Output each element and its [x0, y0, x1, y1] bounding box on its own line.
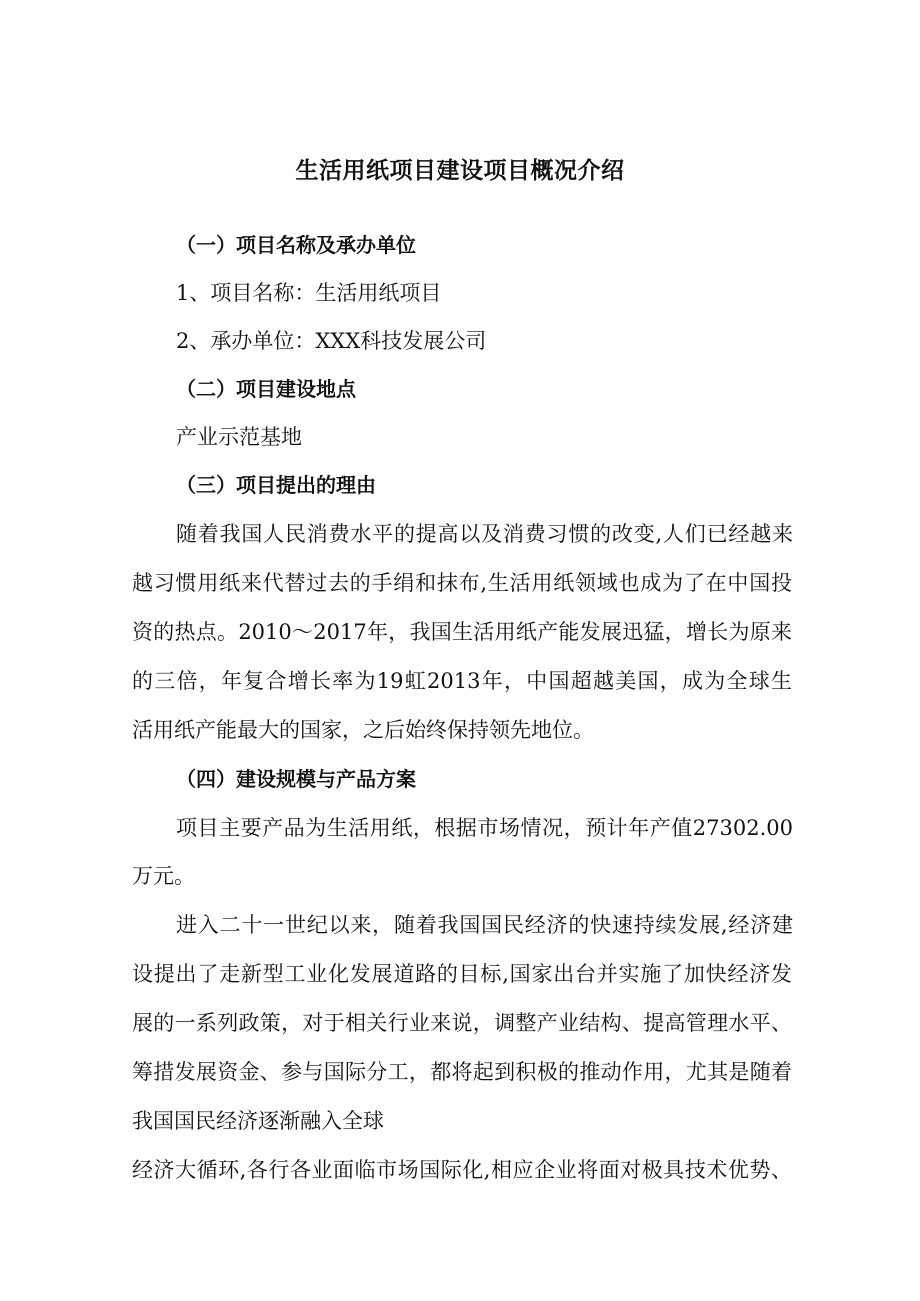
location-text: 产业示范基地	[176, 425, 302, 449]
context-line-4: 筹措发展资金、参与国际分工，都将起到积极的推动作用，尤其是随着	[132, 1060, 792, 1084]
context-line-5: 我国国民经济逐渐融入全球	[132, 1109, 384, 1133]
reason-line-3: 资的热点。2010～2017年，我国生活用纸产能发展迅猛，增长为原来	[132, 620, 792, 644]
page-title: 生活用纸项目建设项目概况介绍	[295, 158, 625, 184]
scale-line-2: 万元。	[132, 864, 195, 888]
section-heading-2: （二）项目建设地点	[176, 377, 356, 401]
project-name-line: 1、项目名称：生活用纸项目	[176, 281, 442, 305]
section-heading-3: （三）项目提出的理由	[176, 473, 376, 497]
context-line-6: 经济大循环,各行各业面临市场国际化,相应企业将面对极具技术优势、	[132, 1158, 792, 1182]
section-heading-1: （一）项目名称及承办单位	[176, 233, 416, 257]
reason-line-4: 的三倍，年复合增长率为19虹2013年，中国超越美国，成为全球生	[132, 669, 792, 693]
reason-line-2: 越习惯用纸来代替过去的手绢和抹布,生活用纸领域也成为了在中国投	[132, 571, 792, 595]
reason-line-1: 随着我国人民消费水平的提高以及消费习惯的改变,人们已经越来	[176, 522, 793, 546]
reason-line-5: 活用纸产能最大的国家，之后始终保持领先地位。	[132, 718, 594, 742]
scale-line-1: 项目主要产品为生活用纸，根据市场情况，预计年产值27302.00	[176, 816, 793, 840]
context-line-1: 进入二十一世纪以来，随着我国国民经济的快速持续发展,经济建	[176, 913, 793, 937]
organizer-line: 2、承办单位：XXX科技发展公司	[176, 329, 487, 353]
section-heading-4: （四）建设规模与产品方案	[176, 767, 416, 791]
context-line-3: 展的一系列政策，对于相关行业来说，调整产业结构、提高管理水平、	[132, 1011, 792, 1035]
context-line-2: 设提出了走新型工业化发展道路的目标,国家出台并实施了加快经济发	[132, 962, 792, 986]
